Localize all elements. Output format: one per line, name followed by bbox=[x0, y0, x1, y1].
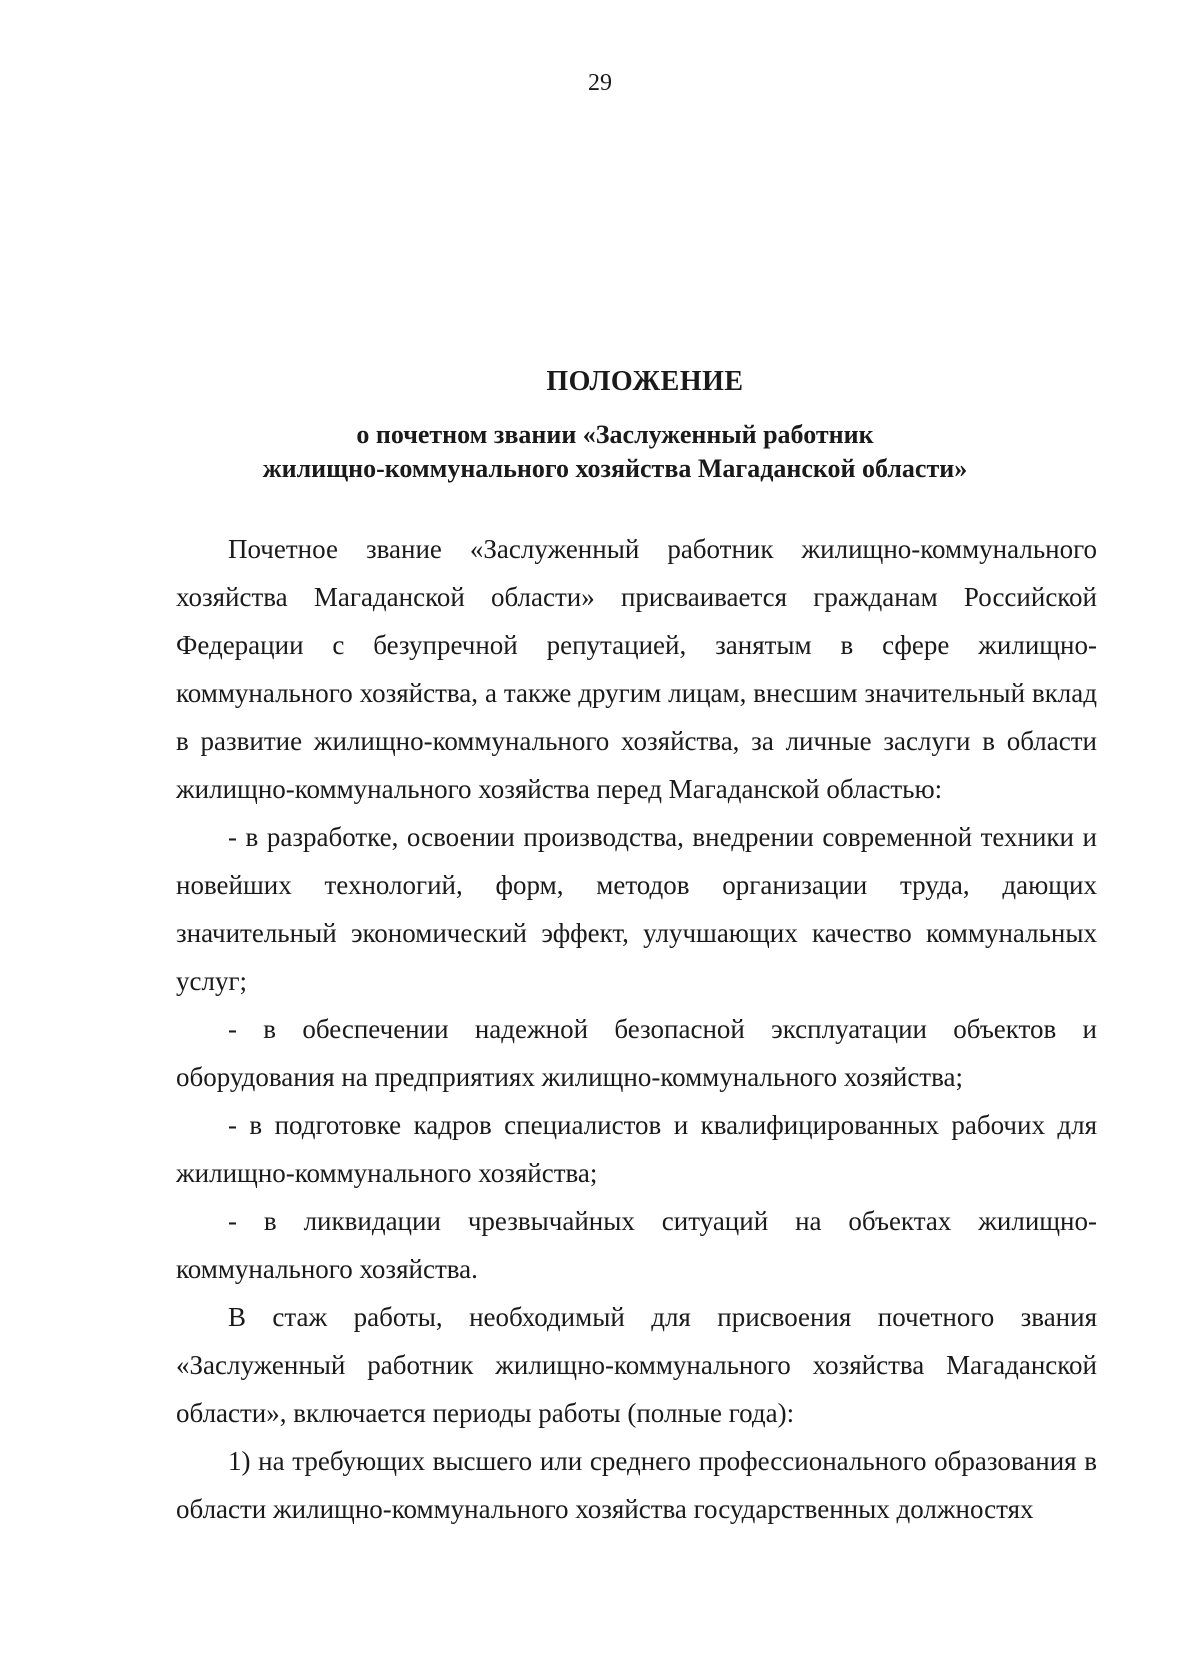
paragraph-item-development: - в разработке, освоении производства, внедрении современной техники и новейших технологий, форм, методов организации труда, дающих значительный экономический эффект, улучшающих качество коммунальных услуг; bbox=[176, 822, 1097, 996]
paragraph-item-safety: - в обеспечении надежной безопасной эксплуатации объектов и оборудования на предприятиях жилищно-коммунального хозяйства; bbox=[176, 1014, 1097, 1092]
subtitle-line-2: жилищно-коммунального хозяйства Магаданской области» bbox=[262, 454, 968, 483]
document-title: ПОЛОЖЕНИЕ bbox=[546, 366, 744, 397]
paragraph-item-emergency: - в ликвидации чрезвычайных ситуаций на объектах жилищно-коммунального хозяйства. bbox=[176, 1206, 1097, 1284]
page-number: 29 bbox=[588, 70, 612, 96]
paragraph-list-item-1: 1) на требующих высшего или среднего профессионального образования в области жилищно-коммунального хозяйства государственных должностях bbox=[176, 1446, 1097, 1524]
subtitle-line-1: о почетном звании «Заслуженный работник bbox=[356, 420, 874, 449]
paragraph-intro: Почетное звание «Заслуженный работник жилищно-коммунального хозяйства Магаданской области» присваивается гражданам Российской Федерации с безупречной репутацией, занятым в сфере жилищно-коммунального хозяйства, а также другим лицам, внесшим значительный вклад в развитие жилищно-коммунального хозяйства, за личные заслуги в области жилищно-коммунального хозяйства перед Магаданской областью: bbox=[176, 534, 1097, 804]
document-body bbox=[176, 525, 1097, 1533]
paragraph-item-training: - в подготовке кадров специалистов и квалифицированных рабочих для жилищно-коммунального хозяйства; bbox=[176, 1110, 1097, 1188]
document-subtitle bbox=[0, 418, 1200, 486]
paragraph-work-experience: В стаж работы, необходимый для присвоения почетного звания «Заслуженный работник жилищно-коммунального хозяйства Магаданской области», включается периоды работы (полные года): bbox=[176, 1302, 1097, 1428]
